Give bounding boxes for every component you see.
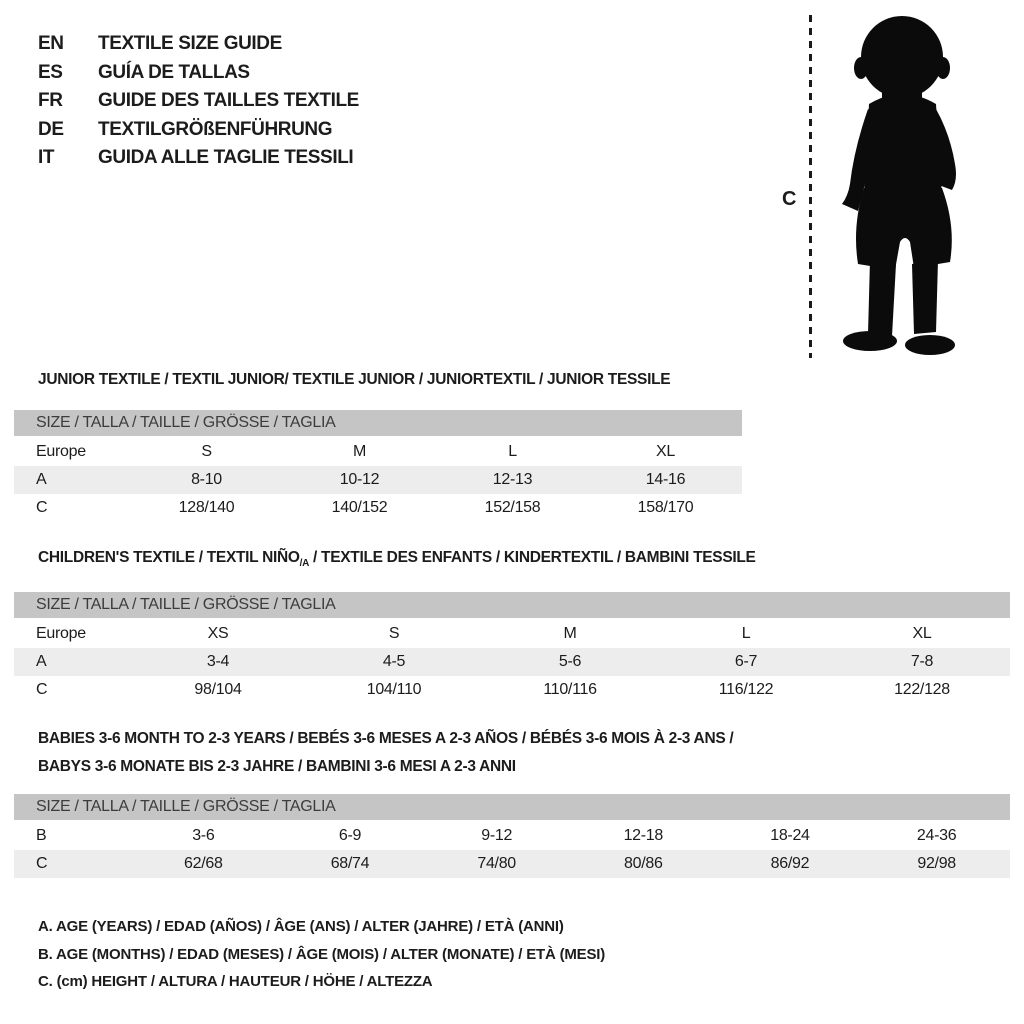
language-title: GUIDA ALLE TAGLIE TESSILI (98, 147, 354, 169)
size-value: M (563, 625, 577, 643)
size-value: 9-12 (481, 827, 513, 844)
size-value: S (201, 443, 212, 460)
size-value: 5-6 (482, 648, 658, 676)
language-row-es (38, 59, 359, 88)
size-value: XL (656, 443, 675, 460)
size-value: S (388, 625, 400, 643)
junior-size-table (14, 438, 742, 522)
size-value: 62/68 (130, 850, 277, 878)
legend-line-b: B. AGE (MONTHS) / EDAD (MESES) / ÂGE (MOIS) / ALTER (MONATE) / ETÀ (MESI) (38, 945, 606, 963)
language-row-en (38, 30, 359, 59)
table-row (14, 620, 1010, 648)
language-code: IT (38, 147, 55, 169)
row-label: A (14, 648, 130, 676)
table-row (14, 648, 1010, 676)
size-value: M (352, 443, 367, 460)
size-value: XL (912, 625, 932, 643)
size-value: 3-6 (192, 827, 215, 844)
language-title: GUÍA DE TALLAS (98, 61, 250, 83)
size-value: 8-10 (130, 466, 283, 494)
size-value: 12-18 (623, 827, 664, 844)
size-value: 6-9 (338, 827, 362, 844)
row-label: B (36, 827, 47, 844)
table-row (14, 438, 742, 466)
section-junior-textile (14, 371, 742, 522)
row-label: C (36, 681, 48, 699)
toddler-silhouette-image (824, 14, 974, 360)
size-value: 7-8 (834, 648, 1010, 676)
size-value: 98/104 (194, 681, 242, 699)
size-value: L (741, 625, 751, 643)
section-title-subscript: /A (299, 558, 310, 570)
section-title-line2: BABYS 3-6 MONATE BIS 2-3 JAHRE / BAMBINI 3-6 MESI A 2-3 ANNI (38, 758, 516, 775)
language-code: ES (38, 61, 63, 83)
table-row (14, 466, 742, 494)
language-title: TEXTILGRÖßENFÜHRUNG (98, 118, 333, 140)
size-value: 86/92 (717, 850, 864, 878)
height-dotted-line (809, 15, 812, 358)
section-title-text: CHILDREN'S TEXTILE / TEXTIL NIÑO (38, 549, 300, 566)
height-measure-figure (780, 12, 976, 364)
row-label: C (36, 499, 48, 516)
language-title: TEXTILE SIZE GUIDE (98, 33, 282, 54)
size-value: XS (207, 625, 229, 643)
size-value: 4-5 (306, 648, 482, 676)
size-value: 110/116 (543, 681, 597, 699)
section-babies-textile (14, 725, 1010, 878)
row-label: Europe (36, 443, 86, 460)
legend-line-a: A. AGE (YEARS) / EDAD (AÑOS) / ÂGE (ANS) / ALTER (JAHRE) / ETÀ (ANNI) (38, 918, 564, 935)
language-code: DE (38, 118, 64, 140)
section-childrens-textile (14, 549, 1010, 704)
size-value: 14-16 (589, 466, 742, 494)
language-code: FR (38, 90, 63, 112)
size-value: 6-7 (658, 648, 834, 676)
table-row (14, 822, 1010, 850)
table-row (14, 494, 742, 522)
measure-legend (38, 913, 605, 996)
row-label: Europe (36, 625, 86, 643)
size-value: 152/158 (484, 499, 541, 516)
size-value: 10-12 (283, 466, 436, 494)
size-value: 18-24 (770, 827, 810, 844)
language-title-list (38, 30, 359, 173)
table-row (14, 850, 1010, 878)
size-value: 116/122 (718, 681, 774, 699)
size-value: 24-36 (916, 827, 957, 844)
legend-line-c: C. (cm) HEIGHT / ALTURA / HAUTEUR / HÖHE / ALTEZZA (38, 973, 433, 990)
size-value: 158/170 (637, 499, 694, 516)
section-title (38, 725, 1010, 781)
section-title-text: / TEXTILE DES ENFANTS / KINDERTEXTIL / BAMBINI TESSILE (309, 549, 756, 566)
language-title: GUIDE DES TAILLES TEXTILE (98, 90, 359, 112)
table-header-bar: SIZE / TALLA / TAILLE / GRÖSSE / TAGLIA (14, 592, 1010, 618)
section-title (38, 549, 1010, 569)
size-value: 122/128 (894, 681, 950, 699)
language-row-de (38, 116, 359, 145)
size-value: L (508, 443, 517, 460)
size-value: 140/152 (331, 499, 388, 516)
size-value: 92/98 (863, 850, 1010, 878)
size-value: 128/140 (178, 499, 235, 516)
section-title-line1: BABIES 3-6 MONTH TO 2-3 YEARS / BEBÉS 3-6 MESES A 2-3 AÑOS / BÉBÉS 3-6 MOIS À 2-3 ANS / (38, 730, 734, 747)
size-value: 104/110 (366, 681, 422, 699)
language-row-fr (38, 87, 359, 116)
babies-size-table (14, 822, 1010, 878)
size-value: 74/80 (423, 850, 570, 878)
row-label: A (14, 466, 130, 494)
children-size-table (14, 620, 1010, 704)
language-row-it (38, 144, 359, 173)
table-row (14, 676, 1010, 704)
size-value: 68/74 (277, 850, 424, 878)
language-code: EN (38, 33, 64, 54)
table-header-bar: SIZE / TALLA / TAILLE / GRÖSSE / TAGLIA (14, 410, 742, 436)
table-header-bar: SIZE / TALLA / TAILLE / GRÖSSE / TAGLIA (14, 794, 1010, 820)
height-measure-label: C (782, 188, 797, 210)
row-label: C (14, 850, 130, 878)
size-value: 80/86 (570, 850, 717, 878)
size-value: 12-13 (436, 466, 589, 494)
section-title: JUNIOR TEXTILE / TEXTIL JUNIOR/ TEXTILE JUNIOR / JUNIORTEXTIL / JUNIOR TESSILE (38, 371, 671, 388)
size-value: 3-4 (130, 648, 306, 676)
